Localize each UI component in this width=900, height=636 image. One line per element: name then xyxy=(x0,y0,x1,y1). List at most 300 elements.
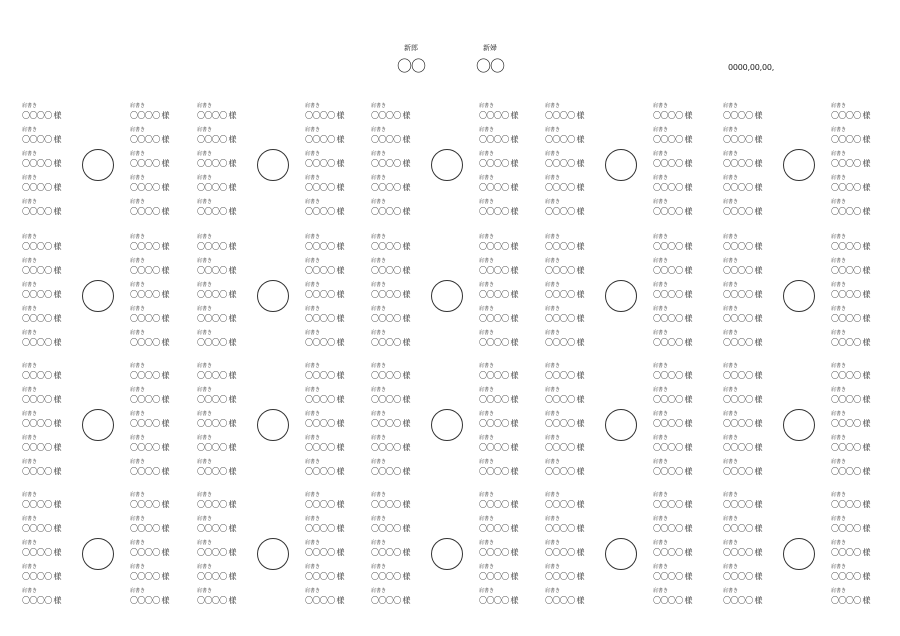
guest-name: 〇〇〇〇 様 xyxy=(22,183,61,192)
guest-entry-left xyxy=(22,234,74,254)
event-date: 0000,00,00, xyxy=(728,63,775,72)
guest-entry-left xyxy=(723,103,775,123)
guest-name: 〇〇〇〇 様 xyxy=(653,290,692,299)
guest-title: 肩書き xyxy=(130,459,146,465)
guest-title: 肩書き xyxy=(653,459,669,465)
guest-entry-right xyxy=(653,492,705,512)
guest-title: 肩書き xyxy=(371,151,387,157)
guest-title: 肩書き xyxy=(545,459,561,465)
guest-entry-right xyxy=(479,282,531,302)
guest-entry-right xyxy=(130,103,182,123)
guest-name: 〇〇〇〇 様 xyxy=(305,111,344,120)
guest-title: 肩書き xyxy=(371,363,387,369)
guest-title: 肩書き xyxy=(305,516,321,522)
guest-name: 〇〇〇〇 様 xyxy=(479,135,518,144)
guest-title: 肩書き xyxy=(545,151,561,157)
guest-entry-right xyxy=(653,258,705,278)
guest-entry-right xyxy=(831,411,883,431)
guest-title: 肩書き xyxy=(723,330,739,336)
table-circle xyxy=(605,149,637,181)
guest-title: 肩書き xyxy=(479,234,495,240)
guest-title: 肩書き xyxy=(305,435,321,441)
guest-title: 肩書き xyxy=(22,127,38,133)
guest-name: 〇〇〇〇 様 xyxy=(22,266,61,275)
guest-entry-left xyxy=(371,516,423,536)
guest-name: 〇〇〇〇 様 xyxy=(197,443,236,452)
guest-entry-left xyxy=(723,127,775,147)
table-circle xyxy=(431,538,463,570)
guest-entry-left xyxy=(197,127,249,147)
table-circle xyxy=(605,409,637,441)
guest-name: 〇〇〇〇 様 xyxy=(371,419,410,428)
guest-name: 〇〇〇〇 様 xyxy=(305,183,344,192)
guest-title: 肩書き xyxy=(130,564,146,570)
guest-name: 〇〇〇〇 様 xyxy=(371,548,410,557)
guest-title: 肩書き xyxy=(22,199,38,205)
guest-name: 〇〇〇〇 様 xyxy=(22,135,61,144)
guest-entry-left xyxy=(22,459,74,479)
table-circle xyxy=(257,538,289,570)
guest-title: 肩書き xyxy=(197,516,213,522)
guest-title: 肩書き xyxy=(371,540,387,546)
guest-name: 〇〇〇〇 様 xyxy=(479,572,518,581)
guest-title: 肩書き xyxy=(22,387,38,393)
guest-entry-right xyxy=(653,540,705,560)
guest-entry-right xyxy=(479,306,531,326)
guest-entry-left xyxy=(197,564,249,584)
guest-entry-left xyxy=(545,435,597,455)
groom-block xyxy=(381,44,441,75)
guest-title: 肩書き xyxy=(197,540,213,546)
guest-name: 〇〇〇〇 様 xyxy=(22,338,61,347)
guest-name: 〇〇〇〇 様 xyxy=(130,266,169,275)
guest-name: 〇〇〇〇 様 xyxy=(305,290,344,299)
guest-name: 〇〇〇〇 様 xyxy=(22,371,61,380)
guest-name: 〇〇〇〇 様 xyxy=(130,183,169,192)
guest-name: 〇〇〇〇 様 xyxy=(130,159,169,168)
guest-entry-left xyxy=(371,199,423,219)
guest-name: 〇〇〇〇 様 xyxy=(371,524,410,533)
guest-name: 〇〇〇〇 様 xyxy=(723,371,762,380)
guest-entry-left xyxy=(545,258,597,278)
guest-title: 肩書き xyxy=(305,103,321,109)
guest-title: 肩書き xyxy=(545,516,561,522)
guest-title: 肩書き xyxy=(197,588,213,594)
guest-title: 肩書き xyxy=(305,459,321,465)
guest-entry-right xyxy=(653,564,705,584)
guest-name: 〇〇〇〇 様 xyxy=(545,111,584,120)
guest-title: 肩書き xyxy=(545,258,561,264)
guest-entry-right xyxy=(479,564,531,584)
guest-name: 〇〇〇〇 様 xyxy=(197,524,236,533)
guest-entry-left xyxy=(197,516,249,536)
guest-title: 肩書き xyxy=(197,103,213,109)
guest-name: 〇〇〇〇 様 xyxy=(831,183,870,192)
guest-name: 〇〇〇〇 様 xyxy=(545,183,584,192)
header xyxy=(0,0,900,90)
guest-name: 〇〇〇〇 様 xyxy=(831,467,870,476)
guest-entry-right xyxy=(479,127,531,147)
table-circle xyxy=(783,409,815,441)
guest-entry-right xyxy=(130,540,182,560)
guest-name: 〇〇〇〇 様 xyxy=(130,467,169,476)
guest-name: 〇〇〇〇 様 xyxy=(831,242,870,251)
guest-title: 肩書き xyxy=(831,234,847,240)
guest-title: 肩書き xyxy=(22,588,38,594)
guest-title: 肩書き xyxy=(197,199,213,205)
guest-entry-right xyxy=(653,363,705,383)
guest-entry-left xyxy=(197,234,249,254)
guest-name: 〇〇〇〇 様 xyxy=(130,395,169,404)
guest-name: 〇〇〇〇 様 xyxy=(371,500,410,509)
guest-name: 〇〇〇〇 様 xyxy=(22,572,61,581)
table-circle xyxy=(82,149,114,181)
guest-name: 〇〇〇〇 様 xyxy=(653,419,692,428)
guest-title: 肩書き xyxy=(371,234,387,240)
guest-title: 肩書き xyxy=(130,516,146,522)
guest-name: 〇〇〇〇 様 xyxy=(305,266,344,275)
guest-title: 肩書き xyxy=(22,435,38,441)
guest-title: 肩書き xyxy=(305,330,321,336)
guest-title: 肩書き xyxy=(653,330,669,336)
guest-name: 〇〇〇〇 様 xyxy=(653,467,692,476)
guest-name: 〇〇〇〇 様 xyxy=(653,111,692,120)
guest-entry-left xyxy=(545,459,597,479)
guest-entry-left xyxy=(545,492,597,512)
guest-title: 肩書き xyxy=(831,387,847,393)
guest-entry-left xyxy=(371,363,423,383)
guest-entry-left xyxy=(197,363,249,383)
guest-entry-left xyxy=(197,151,249,171)
table-block xyxy=(197,234,367,358)
guest-entry-left xyxy=(545,175,597,195)
guest-name: 〇〇〇〇 様 xyxy=(545,338,584,347)
guest-title: 肩書き xyxy=(371,175,387,181)
guest-entry-right xyxy=(479,459,531,479)
guest-title: 肩書き xyxy=(22,330,38,336)
guest-title: 肩書き xyxy=(545,588,561,594)
guest-name: 〇〇〇〇 様 xyxy=(723,183,762,192)
guest-name: 〇〇〇〇 様 xyxy=(130,207,169,216)
guest-entry-right xyxy=(305,492,357,512)
guest-title: 肩書き xyxy=(130,103,146,109)
guest-entry-right xyxy=(831,564,883,584)
guest-title: 肩書き xyxy=(653,564,669,570)
guest-entry-left xyxy=(197,282,249,302)
guest-entry-right xyxy=(130,435,182,455)
guest-name: 〇〇〇〇 様 xyxy=(723,314,762,323)
guest-entry-right xyxy=(130,175,182,195)
guest-entry-right xyxy=(831,540,883,560)
guest-title: 肩書き xyxy=(831,199,847,205)
guest-entry-right xyxy=(831,459,883,479)
table-circle xyxy=(605,280,637,312)
guest-name: 〇〇〇〇 様 xyxy=(371,135,410,144)
guest-name: 〇〇〇〇 様 xyxy=(653,338,692,347)
guest-name: 〇〇〇〇 様 xyxy=(653,314,692,323)
guest-title: 肩書き xyxy=(305,564,321,570)
guest-name: 〇〇〇〇 様 xyxy=(197,548,236,557)
guest-title: 肩書き xyxy=(479,175,495,181)
table-block xyxy=(723,103,893,227)
guest-name: 〇〇〇〇 様 xyxy=(130,548,169,557)
guest-name: 〇〇〇〇 様 xyxy=(197,572,236,581)
table-circle xyxy=(605,538,637,570)
guest-entry-left xyxy=(723,234,775,254)
table-circle xyxy=(257,149,289,181)
guest-entry-left xyxy=(723,540,775,560)
guest-name: 〇〇〇〇 様 xyxy=(545,159,584,168)
guest-title: 肩書き xyxy=(653,151,669,157)
guest-name: 〇〇〇〇 様 xyxy=(831,524,870,533)
guest-title: 肩書き xyxy=(653,234,669,240)
guest-entry-left xyxy=(545,540,597,560)
guest-name: 〇〇〇〇 様 xyxy=(197,500,236,509)
guest-name: 〇〇〇〇 様 xyxy=(197,183,236,192)
guest-name: 〇〇〇〇 様 xyxy=(305,572,344,581)
guest-name: 〇〇〇〇 様 xyxy=(723,596,762,605)
guest-entry-right xyxy=(831,435,883,455)
guest-name: 〇〇〇〇 様 xyxy=(545,135,584,144)
guest-name: 〇〇〇〇 様 xyxy=(371,242,410,251)
guest-title: 肩書き xyxy=(197,127,213,133)
table-circle xyxy=(783,149,815,181)
guest-name: 〇〇〇〇 様 xyxy=(653,266,692,275)
guest-entry-left xyxy=(197,588,249,608)
guest-title: 肩書き xyxy=(545,564,561,570)
guest-entry-left xyxy=(371,387,423,407)
table-block xyxy=(545,234,715,358)
guest-title: 肩書き xyxy=(545,387,561,393)
guest-title: 肩書き xyxy=(723,127,739,133)
guest-name: 〇〇〇〇 様 xyxy=(653,207,692,216)
guest-name: 〇〇〇〇 様 xyxy=(197,111,236,120)
guest-name: 〇〇〇〇 様 xyxy=(197,207,236,216)
guest-title: 肩書き xyxy=(479,387,495,393)
guest-title: 肩書き xyxy=(831,330,847,336)
guest-name: 〇〇〇〇 様 xyxy=(545,467,584,476)
guest-name: 〇〇〇〇 様 xyxy=(197,242,236,251)
guest-name: 〇〇〇〇 様 xyxy=(305,242,344,251)
guest-entry-right xyxy=(130,151,182,171)
guest-name: 〇〇〇〇 様 xyxy=(22,548,61,557)
guest-title: 肩書き xyxy=(653,492,669,498)
guest-name: 〇〇〇〇 様 xyxy=(305,371,344,380)
guest-title: 肩書き xyxy=(831,564,847,570)
guest-entry-left xyxy=(371,103,423,123)
table-circle xyxy=(82,280,114,312)
guest-entry-left xyxy=(723,330,775,350)
guest-title: 肩書き xyxy=(305,175,321,181)
guest-entry-right xyxy=(653,588,705,608)
guest-entry-left xyxy=(723,199,775,219)
guest-entry-left xyxy=(22,588,74,608)
guest-title: 肩書き xyxy=(130,411,146,417)
guest-entry-right xyxy=(130,127,182,147)
guest-entry-right xyxy=(305,175,357,195)
guest-name: 〇〇〇〇 様 xyxy=(130,596,169,605)
guest-entry-left xyxy=(723,516,775,536)
guest-title: 肩書き xyxy=(723,564,739,570)
guest-name: 〇〇〇〇 様 xyxy=(653,242,692,251)
guest-entry-left xyxy=(197,492,249,512)
guest-entry-right xyxy=(305,306,357,326)
guest-name: 〇〇〇〇 様 xyxy=(479,500,518,509)
guest-title: 肩書き xyxy=(479,411,495,417)
guest-name: 〇〇〇〇 様 xyxy=(22,207,61,216)
guest-title: 肩書き xyxy=(479,363,495,369)
guest-title: 肩書き xyxy=(197,564,213,570)
guest-name: 〇〇〇〇 様 xyxy=(479,443,518,452)
guest-title: 肩書き xyxy=(197,492,213,498)
guest-entry-right xyxy=(479,175,531,195)
guest-name: 〇〇〇〇 様 xyxy=(545,572,584,581)
guest-title: 肩書き xyxy=(130,435,146,441)
guest-title: 肩書き xyxy=(831,258,847,264)
guest-entry-left xyxy=(22,258,74,278)
guest-title: 肩書き xyxy=(831,363,847,369)
guest-title: 肩書き xyxy=(723,540,739,546)
guest-entry-left xyxy=(197,435,249,455)
guest-entry-left xyxy=(723,151,775,171)
guest-title: 肩書き xyxy=(545,411,561,417)
guest-title: 肩書き xyxy=(479,435,495,441)
guest-name: 〇〇〇〇 様 xyxy=(371,395,410,404)
guest-name: 〇〇〇〇 様 xyxy=(653,500,692,509)
guest-title: 肩書き xyxy=(831,516,847,522)
guest-title: 肩書き xyxy=(479,127,495,133)
guest-name: 〇〇〇〇 様 xyxy=(197,395,236,404)
guest-title: 肩書き xyxy=(831,435,847,441)
guest-name: 〇〇〇〇 様 xyxy=(22,242,61,251)
guest-entry-right xyxy=(479,258,531,278)
guest-title: 肩書き xyxy=(723,103,739,109)
guest-entry-left xyxy=(545,363,597,383)
guest-title: 肩書き xyxy=(723,282,739,288)
guest-entry-right xyxy=(831,363,883,383)
table-block xyxy=(22,492,192,616)
guest-title: 肩書き xyxy=(479,306,495,312)
guest-title: 肩書き xyxy=(723,258,739,264)
guest-entry-right xyxy=(653,330,705,350)
guest-title: 肩書き xyxy=(545,435,561,441)
guest-entry-left xyxy=(22,282,74,302)
guest-entry-right xyxy=(831,234,883,254)
guest-entry-right xyxy=(130,234,182,254)
guest-title: 肩書き xyxy=(197,387,213,393)
guest-name: 〇〇〇〇 様 xyxy=(130,338,169,347)
guest-entry-left xyxy=(22,387,74,407)
guest-title: 肩書き xyxy=(653,435,669,441)
guest-entry-left xyxy=(22,363,74,383)
guest-name: 〇〇〇〇 様 xyxy=(723,467,762,476)
guest-title: 肩書き xyxy=(130,234,146,240)
guest-title: 肩書き xyxy=(831,588,847,594)
guest-name: 〇〇〇〇 様 xyxy=(831,500,870,509)
guest-entry-left xyxy=(545,411,597,431)
guest-name: 〇〇〇〇 様 xyxy=(197,266,236,275)
guest-entry-right xyxy=(305,127,357,147)
guest-name: 〇〇〇〇 様 xyxy=(479,183,518,192)
guest-title: 肩書き xyxy=(371,564,387,570)
guest-entry-left xyxy=(723,411,775,431)
guest-title: 肩書き xyxy=(130,258,146,264)
guest-title: 肩書き xyxy=(305,387,321,393)
guest-name: 〇〇〇〇 様 xyxy=(305,395,344,404)
guest-title: 肩書き xyxy=(305,151,321,157)
guest-entry-left xyxy=(197,103,249,123)
guest-name: 〇〇〇〇 様 xyxy=(305,596,344,605)
guest-entry-left xyxy=(723,588,775,608)
guest-name: 〇〇〇〇 様 xyxy=(197,159,236,168)
guest-entry-left xyxy=(371,258,423,278)
guest-entry-left xyxy=(723,492,775,512)
guest-entry-left xyxy=(22,103,74,123)
guest-name: 〇〇〇〇 様 xyxy=(545,290,584,299)
guest-name: 〇〇〇〇 様 xyxy=(479,207,518,216)
guest-title: 肩書き xyxy=(197,258,213,264)
guest-title: 肩書き xyxy=(479,516,495,522)
guest-title: 肩書き xyxy=(371,387,387,393)
table-circle xyxy=(257,280,289,312)
guest-entry-left xyxy=(197,175,249,195)
guest-title: 肩書き xyxy=(479,282,495,288)
guest-title: 肩書き xyxy=(545,282,561,288)
guest-name: 〇〇〇〇 様 xyxy=(831,135,870,144)
guest-name: 〇〇〇〇 様 xyxy=(723,135,762,144)
guest-title: 肩書き xyxy=(305,234,321,240)
guest-entry-right xyxy=(130,564,182,584)
guest-title: 肩書き xyxy=(545,175,561,181)
guest-entry-left xyxy=(22,564,74,584)
guest-entry-left xyxy=(371,459,423,479)
guest-entry-left xyxy=(197,258,249,278)
guest-title: 肩書き xyxy=(22,175,38,181)
guest-title: 肩書き xyxy=(479,199,495,205)
guest-title: 肩書き xyxy=(197,330,213,336)
guest-title: 肩書き xyxy=(723,588,739,594)
guest-name: 〇〇〇〇 様 xyxy=(197,135,236,144)
guest-title: 肩書き xyxy=(22,151,38,157)
guest-entry-right xyxy=(305,588,357,608)
guest-title: 肩書き xyxy=(653,258,669,264)
guest-entry-right xyxy=(305,234,357,254)
guest-entry-left xyxy=(22,175,74,195)
guest-name: 〇〇〇〇 様 xyxy=(305,207,344,216)
guest-name: 〇〇〇〇 様 xyxy=(371,371,410,380)
guest-title: 肩書き xyxy=(371,103,387,109)
guest-title: 肩書き xyxy=(22,282,38,288)
guest-name: 〇〇〇〇 様 xyxy=(653,524,692,533)
guest-name: 〇〇〇〇 様 xyxy=(305,467,344,476)
guest-title: 肩書き xyxy=(545,103,561,109)
guest-name: 〇〇〇〇 様 xyxy=(197,314,236,323)
guest-title: 肩書き xyxy=(831,540,847,546)
table-block xyxy=(545,103,715,227)
table-block xyxy=(371,103,541,227)
guest-title: 肩書き xyxy=(305,588,321,594)
groom-name: 〇〇 xyxy=(396,57,425,75)
guest-entry-right xyxy=(653,199,705,219)
table-block xyxy=(22,103,192,227)
table-block xyxy=(545,492,715,616)
guest-entry-right xyxy=(305,282,357,302)
guest-name: 〇〇〇〇 様 xyxy=(371,443,410,452)
guest-title: 肩書き xyxy=(479,564,495,570)
table-circle xyxy=(783,538,815,570)
guest-title: 肩書き xyxy=(653,588,669,594)
guest-name: 〇〇〇〇 様 xyxy=(723,290,762,299)
